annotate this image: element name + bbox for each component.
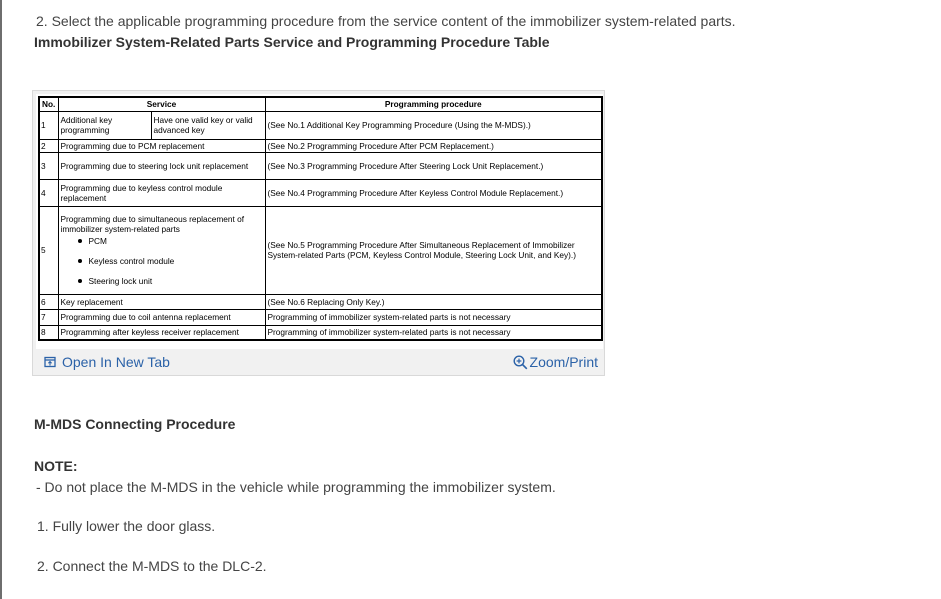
table-row: [39, 325, 602, 340]
row-procedure: (See No.3 Programming Procedure After Steering Lock Unit Replacement.): [265, 152, 602, 179]
row-procedure: (See No.4 Programming Procedure After Keyless Control Module Replacement.): [265, 179, 602, 206]
open-in-new-tab-link[interactable]: [44, 354, 170, 370]
list-item-label: Keyless control module: [88, 256, 175, 266]
table-row: [39, 139, 602, 152]
section-title: M-MDS Connecting Procedure: [34, 416, 236, 432]
header-service: Service: [58, 97, 265, 111]
table-row: [39, 111, 602, 139]
row-service: Programming due to steering lock unit replacement: [58, 152, 265, 179]
bullet-icon: [78, 259, 82, 263]
header-procedure: Programming procedure: [265, 97, 602, 111]
row-service: Additional key programming: [58, 111, 151, 139]
zoom-print-label: Zoom/Print: [529, 354, 598, 370]
row-no: 3: [39, 152, 58, 179]
procedure-table-image: [36, 94, 603, 349]
bullet-icon: [78, 279, 82, 283]
row-sub-service: Have one valid key or valid advanced key: [151, 111, 265, 139]
zoom-in-icon: [513, 355, 528, 370]
row-procedure: (See No.2 Programming Procedure After PCM Replacement.): [265, 139, 602, 152]
list-item-label: Steering lock unit: [88, 276, 153, 286]
row-procedure: (See No.1 Additional Key Programming Procedure (Using the M-MDS).): [265, 111, 602, 139]
table-row: [39, 179, 602, 206]
row-service: Key replacement: [58, 294, 265, 309]
table-row: [39, 309, 602, 325]
step-1: 1. Fully lower the door glass.: [37, 518, 216, 534]
procedure-table-figure: [32, 90, 605, 376]
row-service: Programming due to simultaneous replacement of immobilizer system-related parts: [60, 214, 245, 234]
intro-step: 2. Select the applicable programming procedure from the service content of the immobilizer system-related parts.: [36, 13, 736, 29]
row-no: 4: [39, 179, 58, 206]
figure-footer: [33, 349, 604, 375]
row-procedure: (See No.5 Programming Procedure After Simultaneous Replacement of Immobilizer System-related Parts (PCM, Keyless Control Module, Steering Lock Unit, and Key).): [265, 206, 602, 294]
open-new-tab-icon: [44, 356, 56, 368]
table-header-row: [39, 97, 602, 111]
note-label: NOTE:: [34, 458, 78, 474]
row-procedure: (See No.6 Replacing Only Key.): [265, 294, 602, 309]
replacement-parts-list: [61, 236, 263, 286]
note-text: - Do not place the M-MDS in the vehicle while programming the immobilizer system.: [36, 479, 556, 495]
table-row: [39, 294, 602, 309]
procedure-table: [38, 96, 603, 341]
row-service: Programming due to coil antenna replacement: [58, 309, 265, 325]
row-no: 2: [39, 139, 58, 152]
row-service: Programming after keyless receiver replacement: [58, 325, 265, 340]
row-no: 5: [39, 206, 58, 294]
list-item: [61, 256, 263, 266]
row-service: Programming due to keyless control module replacement: [58, 179, 265, 206]
row-service: Programming due to PCM replacement: [58, 139, 265, 152]
table-row: [39, 206, 602, 294]
table-title: Immobilizer System-Related Parts Service and Programming Procedure Table: [34, 34, 550, 50]
row-no: 6: [39, 294, 58, 309]
table-row: [39, 152, 602, 179]
row-procedure: Programming of immobilizer system-related parts is not necessary: [265, 325, 602, 340]
open-in-new-tab-label: Open In New Tab: [62, 354, 170, 370]
list-item: [61, 236, 263, 246]
zoom-print-link[interactable]: [513, 354, 598, 370]
row-no: 1: [39, 111, 58, 139]
list-item-label: PCM: [88, 236, 107, 246]
header-no: No.: [39, 97, 58, 111]
list-item: [61, 276, 263, 286]
row-no: 7: [39, 309, 58, 325]
step-2: 2. Connect the M-MDS to the DLC-2.: [37, 558, 267, 574]
bullet-icon: [78, 239, 82, 243]
row-procedure: Programming of immobilizer system-related parts is not necessary: [265, 309, 602, 325]
row-service-cell: [58, 206, 265, 294]
row-no: 8: [39, 325, 58, 340]
